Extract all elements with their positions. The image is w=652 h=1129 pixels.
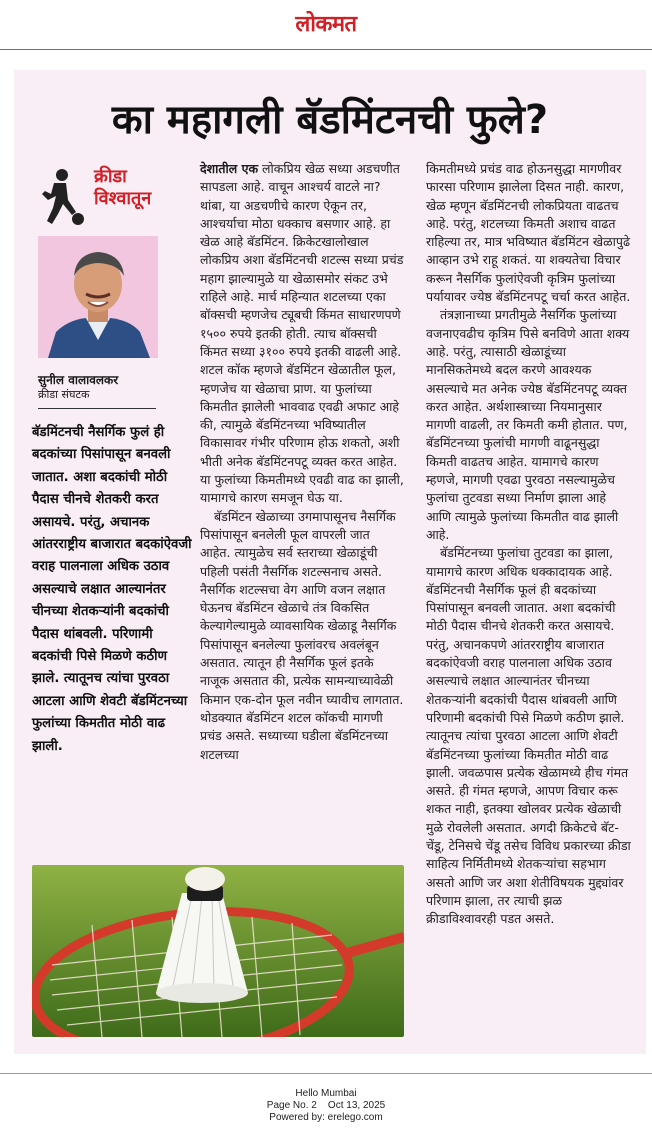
paragraph bbox=[200, 160, 404, 508]
dateline-bold: देशातील एक bbox=[200, 161, 259, 176]
footer-page-date: Page No. 2 Oct 13, 2025 bbox=[266, 1100, 386, 1111]
footer-publication: Hello Mumbai bbox=[295, 1088, 357, 1099]
running-player-icon bbox=[32, 168, 86, 226]
divider bbox=[38, 408, 156, 409]
author-portrait bbox=[38, 236, 158, 358]
lead-summary: बॅडमिंटनची नैसर्गिक फुलं ही बदकांच्या पिसांपासून बनवली जातात. अशा बदकांची मोठी पैदास चीनचे शेतकरी करत असायचे. परंतु, अचानक आंतरराष्ट्रीय बाजारात बदकांऐवजी वराह पालनाला अधिक उठाव असल्याचे लक्षात आल्यानंतर चीनच्या शेतकऱ्यांनी बदकांची पैदास थांबवली. परिणामी बदकांची पिसे मिळणे कठीण झाले. त्यातूनच त्यांचा पुरवठा आटला आणि शेवटी बॅडमिंटनच्या फुलांच्या किमतीत मोठी वाढ झाली. bbox=[32, 425, 192, 754]
author-name: सुनील वालावलकर bbox=[38, 373, 119, 387]
shuttlecock-racket-image bbox=[32, 865, 404, 1037]
footer-powered-by: Powered by: erelego.com bbox=[269, 1112, 383, 1123]
paragraph: तंत्रज्ञानाच्या प्रगतीमुळे नैसर्गिक फुलांच्या वजनाएवढीच कृत्रिम पिसे बनविणे आता शक्य आहे. परंतु, त्यासाठी खेळाडूंच्या मानसिकतेमध्ये बदल करणे आवश्यक असल्याचे मत अनेक ज्येष्ठ बॅडमिंटनपटू व्यक्त करत आहेत. अर्थशास्त्राच्या नियमानुसार मागणी वाढली, तर किमती कमी होतात. पण, बॅडमिंटनच्या फुलांची मागणी वाढूनसुद्धा किमती वाढतच आहेत. यामागचे कारण म्हणजे, मागणी एवढा पुरवठा नसल्यामुळेच फुलांचा तुटवडा सध्या निर्माण झाला आहे आणि त्यामुळे फुलांच्या किमतीत वाढ झाली आहे. bbox=[426, 307, 630, 542]
newspaper-logo: लोकमत bbox=[295, 11, 357, 37]
author-portrait-image bbox=[38, 236, 158, 358]
article-clipping bbox=[14, 70, 646, 1054]
body-column-2 bbox=[426, 160, 632, 928]
author-role: क्रीडा संघटक bbox=[38, 388, 90, 401]
paragraph-text: लोकप्रिय खेळ सध्या अडचणीत सापडला आहे. वाचून आश्चर्य वाटले ना? थांबा, या अडचणीचे कारण ऐकून तर, आश्चर्याचा मोठा धक्काच बसणार आहे. हा खेळ आहे बॅडमिंटन. क्रिकेटखालोखाल लोकप्रिय अशा बॅडमिंटनची शटल्स सध्या प्रचंड महाग झाल्यामुळे या खेळासमोर संकट उभे राहिले आहे. मार्च महिन्यात शटलच्या एका बॉक्सची म्हणजेच ट्यूबची किंमत साधारणपणे १५०० रुपये इतकी होती. त्याच बॉक्सची किंमत सध्या ३१०० रुपये इतकी वाढली आहे. शटल कॉक म्हणजे बॅडमिंटन खेळातील फूल, म्हणजेच या खेळाचा प्राण. या फुलांच्या किमतीत झालेली भाववाढ एवढी अफाट आहे की, त्यामुळे बॅडमिंटनच्या भविष्यातील विकासावर गंभीर परिणाम होऊ शकतो, अशी भीती अनेक बॅडमिंटनपटू व्यक्त करत आहेत. या फुलांच्या किमतीमध्ये एवढी वाढ का झाली, यामागचे कारण समजून घेऊ या. bbox=[200, 161, 404, 506]
paragraph: बॅडमिंटन खेळाच्या उगमापासूनच नैसर्गिक पिसांपासून बनलेली फूल वापरली जात आहेत. त्यामुळेच सर्व स्तराच्या खेळाडूंची पहिली पसंती नैसर्गिक शटल्सनाच असते. नैसर्गिक शटल्सचा वेग आणि वजन लक्षात घेऊनच बॅडमिंटन खेळाचे तंत्र विकसित केल्यागेल्यामुळे व्यावसायिक खेळाडू नैसर्गिक पिसांपासून बनलेल्या फुलांवरच अवलंबून असतात. त्यातून ही नैसर्गिक फूलं इतके नाजूक असतात की, प्रत्येक सामन्याच्यावेळी किमान एक-दोन फूल नवीन घ्यावीच लागतात. थोडक्यात बॅडमिंटन शटल कॉकची मागणी प्रचंड असते. सध्याच्या घडीला बॅडमिंटनच्या शटलच्या bbox=[200, 508, 404, 762]
paragraph: बॅडमिंटनच्या फुलांचा तुटवडा का झाला, यामागचे कारण अधिक धक्कादायक आहे. बॅडमिंटनची नैसर्गिक फूलं ही बदकांच्या पिसांपासून बनवली जातात. अशा बदकांची मोठी पैदास चीनचे शेतकरी करत असायचे. परंतु, अचानकपणे आंतरराष्ट्रीय बाजारात बदकांऐवजी वराह पालनाला अधिक उठाव असल्याचे लक्षात आल्यानंतर चीनच्या शेतकऱ्यांनी बदकांची पैदास थांबवली आणि परिणामी बदकांची पिसे मिळणे कठीण झाले. त्यातूनच त्यांचा पुरवठा आटला आणि शेवटी बॅडमिंटनच्या फुलांच्या किमतीत मोठी वाढ झाली. जवळपास प्रत्येक खेळामध्ये हीच गंमत असते. ही गंमत म्हणजे, आपण विचार करू शकत नाही, इतक्या खोलवर प्रत्येक खेळाची मुळे रोवलेली असतात. अगदी क्रिकेटचे बॅट-चेंडू, टेनिसचे चेंडू तसेच विविध प्रकारच्या क्रीडा साहित्य निर्मितीमध्ये शेतकऱ्यांचा सहभाग असतो आणि जर अशा शेतीविषयक मुद्द्यांवर परिणाम झाला, तर त्याची झळ क्रीडाविश्वावरही पडत असते. bbox=[426, 545, 631, 927]
headline: का महागली बॅडमिंटनची फुले? bbox=[111, 97, 549, 143]
kicker-line-2: विश्वातून bbox=[94, 188, 152, 209]
body-column-1 bbox=[200, 160, 404, 764]
kicker-line-1: क्रीडा bbox=[94, 166, 127, 187]
paragraph: किमतीमध्ये प्रचंड वाढ होऊनसुद्धा मागणीवर फारसा परिणाम झालेला दिसत नाही. कारण, खेळ म्हणून बॅडमिंटनची लोकप्रियता वाढतच आहे. परंतु, शटलच्या किमती अशाच वाढत राहिल्या तर, मात्र भविष्यात बॅडमिंटन खेळापुढे आव्हान उभे राहू शकतं. या शक्यतेचा विचार करून नैसर्गिक फुलांऐवजी कृत्रिम फुलांच्या पर्यायावर ज्येष्ठ बॅडमिंटनपटू चर्चा करत आहेत. bbox=[426, 161, 631, 305]
shuttlecock-racket-photo bbox=[32, 865, 404, 1037]
masthead bbox=[0, 0, 652, 50]
page-footer bbox=[0, 1073, 652, 1129]
section-kicker bbox=[94, 166, 151, 210]
